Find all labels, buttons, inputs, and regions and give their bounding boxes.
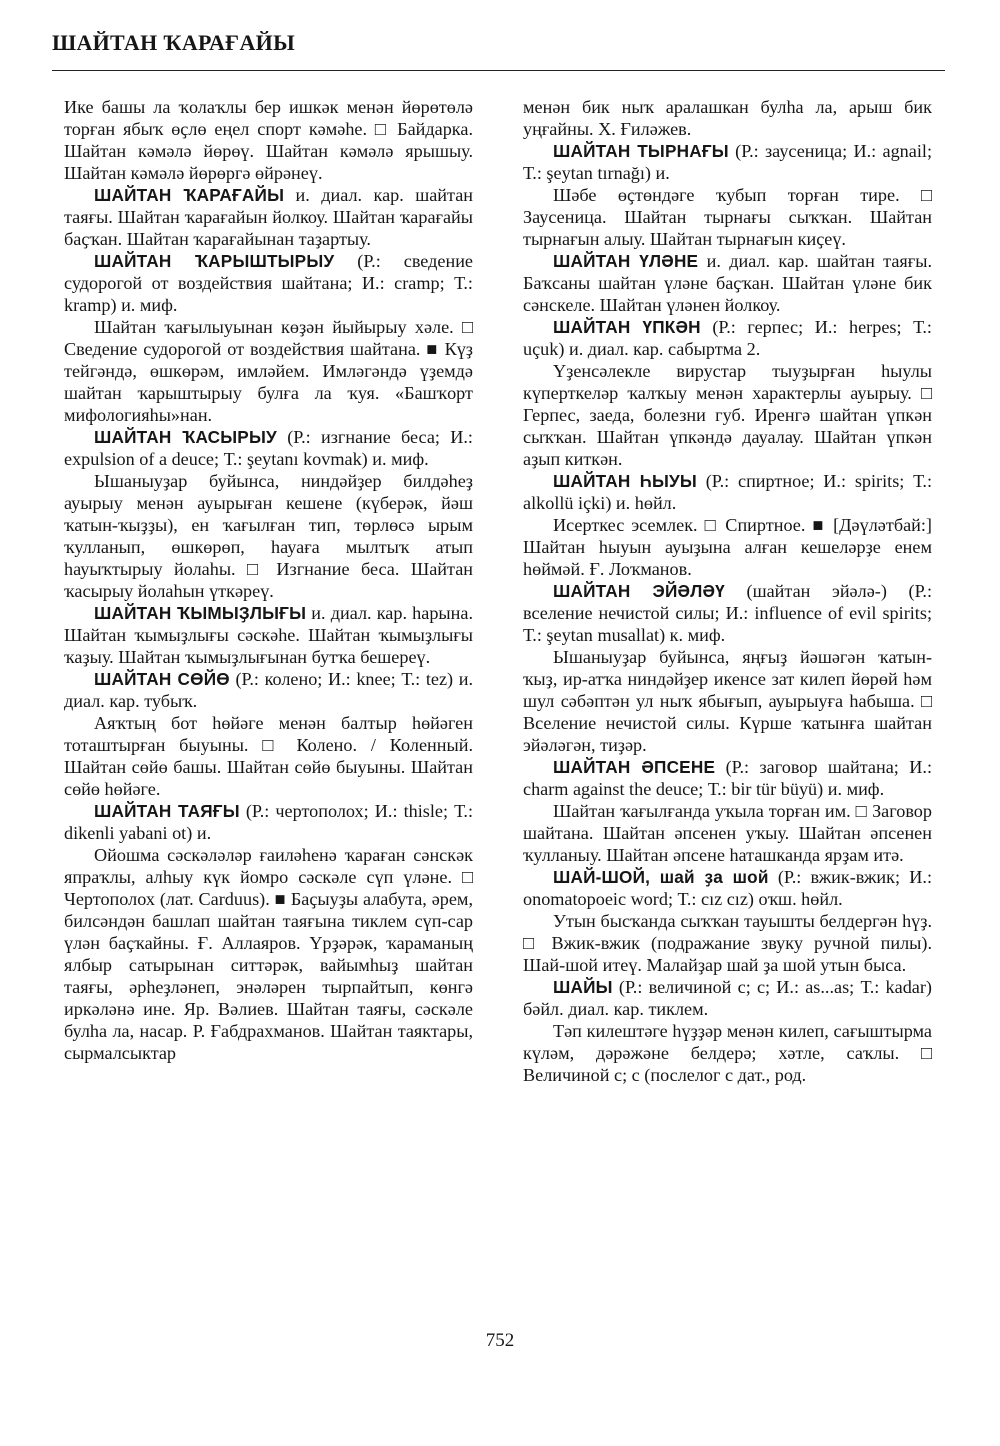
entry-body: Исерткес эсемлек. □ Спиртное. ■ [Дәүләтбай:] Шайтан һыуын ауыҙына алған кешеләрҙе енем һөймәй. Ғ. Лоҡманов.: [523, 515, 932, 579]
entry-headword: ШАЙТАН СӨЙӨ: [94, 669, 230, 689]
dictionary-entry: [64, 250, 473, 316]
dictionary-paragraph: [64, 844, 473, 1064]
dictionary-paragraph: [64, 712, 473, 800]
dictionary-paragraph: [64, 316, 473, 426]
entry-body: (Р.: изгнание беса; И.: expulsion of a deuce; Т.: şeytanı kovmak) и. миф.: [64, 427, 473, 469]
dictionary-paragraph: [64, 470, 473, 602]
dictionary-entry: [523, 316, 932, 360]
entry-headword: ШАЙТАН ҠАРЫШТЫРЫУ: [94, 251, 335, 271]
entry-body: и. диал. кар. шайтан таяғы. Баҡсаны шайтан үләне баҫҡан. Шайтан үләне бик сәнскеле. Шайтан үләнен йолкоу.: [523, 251, 932, 315]
entry-body: Ике башы ла ҡолаҡлы бер ишкәк менән йөрөтөлә торған ябыҡ өҫлө еңел спорт кәмәһе. □ Байдарка. Шайтан кәмәлә йөрөү. Шайтан кәмәлә ярышыу. Шайтан кәмәлә йөрөргә өйрәнеү.: [64, 97, 473, 183]
dictionary-entry: [523, 250, 932, 316]
entry-headword: ШАЙТАН ҮЛӘНЕ: [553, 251, 699, 271]
entry-body: (Р.: чертополох; И.: thisle; Т.: dikenli yabani ot) и.: [64, 801, 473, 843]
entry-body: Үҙенсәлекле вирустар тыуҙырған һыулы күперткеләр ҡалҡыу менән характерлы ауырыу. □ Герпес, заеда, болезни губ. Иренгә шайтан үпкән сыҡҡан. Шайтан үпкәндә дауалау. Шайтан үпкән аҙып киткән.: [523, 361, 932, 469]
dictionary-paragraph: [523, 184, 932, 250]
entry-body: и. диал. кар. һарына. Шайтан ҡымыҙлығы сәскәһе. Шайтан ҡымыҙлығы ҡаҙыу. Шайтан ҡымыҙлығынан бутҡа бешереү.: [64, 603, 473, 667]
entry-body: Шайтан ҡағылыуынан көҙән йыйырыу хәле. □ Сведение судорогой от воздействия шайтана. ■ Күҙ тейгәндә, өшкөрәм, имләйем. Имләгәндә үҙемдә шайтан ҡарыштырыу булға ла ҡуя. «Башҡорт мифологияһы»нан.: [64, 317, 473, 425]
dictionary-entry: [64, 426, 473, 470]
entry-body: (шайтан эйәлә-) (Р.: вселение нечистой силы; И.: influence of evil spirits; Т.: şeytan musallat) к. миф.: [523, 581, 933, 645]
entry-body: (Р.: колено; И.: knee; Т.: tez) и. диал. кар. тубыҡ.: [64, 669, 473, 711]
dictionary-paragraph: [523, 360, 932, 470]
dictionary-paragraph: [523, 1020, 932, 1086]
entry-headword: ШАЙТАН ҮПКӘН: [553, 317, 701, 337]
dictionary-entry: [64, 602, 473, 668]
entry-body: Шайтан ҡағылғанда уҡыла торған им. □ Заговор шайтана. Шайтан әпсенен уҡыу. Шайтан әпсенен ҡулланыу. Шайтан әпсене һаташканда ярҙам итә.: [523, 801, 932, 865]
dictionary-entry: [523, 470, 932, 514]
dictionary-entry: [523, 866, 932, 910]
dictionary-entry: [523, 580, 932, 646]
entry-body: (Р.: величиной с; с; И.: as...as; Т.: kadar) бәйл. диал. кар. тиклем.: [523, 977, 932, 1019]
entry-headword: ШАЙТАН ЭЙӘЛӘҮ: [553, 581, 725, 601]
entry-body: и. диал. кар. шайтан таяғы. Шайтан ҡарағайын йолкоу. Шайтан ҡарағайы баҫҡан. Шайтан ҡарағайынан таҙартыу.: [64, 185, 473, 249]
entry-body: Шәбе өҫтөндәге ҡубып торған тире. □ Заусеница. Шайтан тырнағы сыҡҡан. Шайтан тырнағын алыу. Шайтан тырнағын киҫеү.: [523, 185, 932, 249]
entry-body: (Р.: сведение судорогой от воздействия шайтана; И.: cramp; Т.: kramp) и. миф.: [64, 251, 474, 315]
entry-headword: ШАЙЫ: [553, 977, 613, 997]
entry-body: (Р.: спиртное; И.: spirits; Т.: alkollü içki) и. һөйл.: [523, 471, 933, 513]
entry-body: Ышаныуҙар буйынса, яңғыҙ йәшәгән ҡатын-ҡыҙ, ир-атҡа ниндәйҙер икенсе зат килеп йөрөй һәм шул сәбәптән ул ныҡ ябығып, ауырыуға һабыша. □ Вселение нечистой силы. Күрше ҡатынға шайтан эйәләгән, тиҙәр.: [523, 647, 932, 755]
dictionary-paragraph: [523, 910, 932, 976]
running-head: ШАЙТАН ҠАРАҒАЙЫ: [52, 30, 295, 55]
entry-body: Ышаныуҙар буйынса, ниндәйҙер билдәһеҙ ауырыу менән ауырыған кешене (күберәк, йәш ҡатын-ҡыҙҙы), ен ҡағылған тип, төрлөсә ырым ҡулланып, өшкөрөп, һауаға мылтыҡ атып һауыҡтырыу йолаһы. □ Изгнание беса. Шайтан ҡасырыу йолаһын үткәреү.: [64, 471, 473, 601]
dictionary-entry: [64, 668, 473, 712]
entry-body: Ойошма сәскәләләр ғаиләһенә ҡараған сәнскәк япраҡлы, алһыу күк йомро сәскәле сүп үләне. □ Чертополох (лат. Carduus). ■ Баҫыуҙы алабута, әрем, билсәндән башлап шайтан таяғына тиклем сүп-сар үлән баҫҡайны. Ғ. Аллаяров. Үрҙәрәк, ҡараманың ялбыр сатырынан ситтәрәк, вайымһыҙ шайтан таяғы, әрһеҙләнеп, энәләрен тырпайтып, көнгә иркәләнә ине. Яр. Вәлиев. Шайтан таяғы, сәскәле булһа ла, насар. Р. Ғабдрахманов. Шайтан таяктары, сырмалсыктар: [64, 845, 473, 1063]
dictionary-paragraph: [64, 96, 473, 184]
dictionary-paragraph: [523, 800, 932, 866]
entry-body: Тәп килештәге һүҙҙәр менән килеп, сағыштырма күләм, дәрәжәне белдерә; хәтле, саҡлы. □ Величиной с; с (послелог с дат., род.: [523, 1021, 932, 1085]
dictionary-entry: [64, 184, 473, 250]
entry-headword: ШАЙТАН ТАЯҒЫ: [94, 801, 240, 821]
dictionary-entry: [523, 140, 932, 184]
entry-body: Аяҡтың бот һөйәге менән балтыр һөйәген тоташтырған быуыны. □ Колено. / Коленный. Шайтан сөйө башы. Шайтан сөйө быуыны. Шайтан сөйө һөйәге.: [64, 713, 473, 799]
entry-headword: ШАЙТАН ҺЫУЫ: [553, 471, 697, 491]
entry-headword: ШАЙ-ШОЙ, шай ҙа шой: [553, 867, 769, 887]
entry-body: Утын бысҡанда сыҡҡан тауышты белдергән һүҙ. □ Вжик-вжик (подражание звуку ручной пилы). Шай-шой итеү. Малайҙар шай ҙа шой утын быса.: [523, 911, 932, 975]
entry-headword: ШАЙТАН ҠАСЫРЫУ: [94, 427, 277, 447]
entry-headword: ШАЙТАН ӘПСЕНЕ: [553, 757, 716, 777]
dictionary-paragraph: [523, 646, 932, 756]
dictionary-paragraph: [523, 514, 932, 580]
entry-headword: ШАЙТАН ҠЫМЫҘЛЫҒЫ: [94, 603, 307, 623]
entry-body: менән бик ныҡ аралашкан булһа ла, арыш бик уңғайны. Х. Ғиләжев.: [523, 97, 932, 139]
entry-headword: ШАЙТАН ҠАРАҒАЙЫ: [94, 185, 285, 205]
entry-headword: ШАЙТАН ТЫРНАҒЫ: [553, 141, 729, 161]
dictionary-entry: [523, 756, 932, 800]
entry-body: (Р.: заговор шайтана; И.: charm against the deuce; Т.: bir tür büyü) и. миф.: [523, 757, 932, 799]
entry-body: (Р.: вжик-вжик; И.: onomatopoeic word; Т.: cız cız) оҡш. һөйл.: [523, 867, 932, 909]
page-number: 752: [485, 1330, 515, 1351]
right-column: [523, 96, 932, 1086]
entry-body: (Р.: заусеница; И.: agnail; Т.: şeytan tırnağı) и.: [523, 141, 933, 183]
dictionary-paragraph: [523, 96, 932, 140]
entry-body: (Р.: герпес; И.: herpes; Т.: uçuk) и. диал. кар. сабыртма 2.: [523, 317, 932, 359]
dictionary-entry: [64, 800, 473, 844]
dictionary-entry: [523, 976, 932, 1020]
header-rule: [52, 70, 945, 71]
left-column: [64, 96, 473, 1064]
